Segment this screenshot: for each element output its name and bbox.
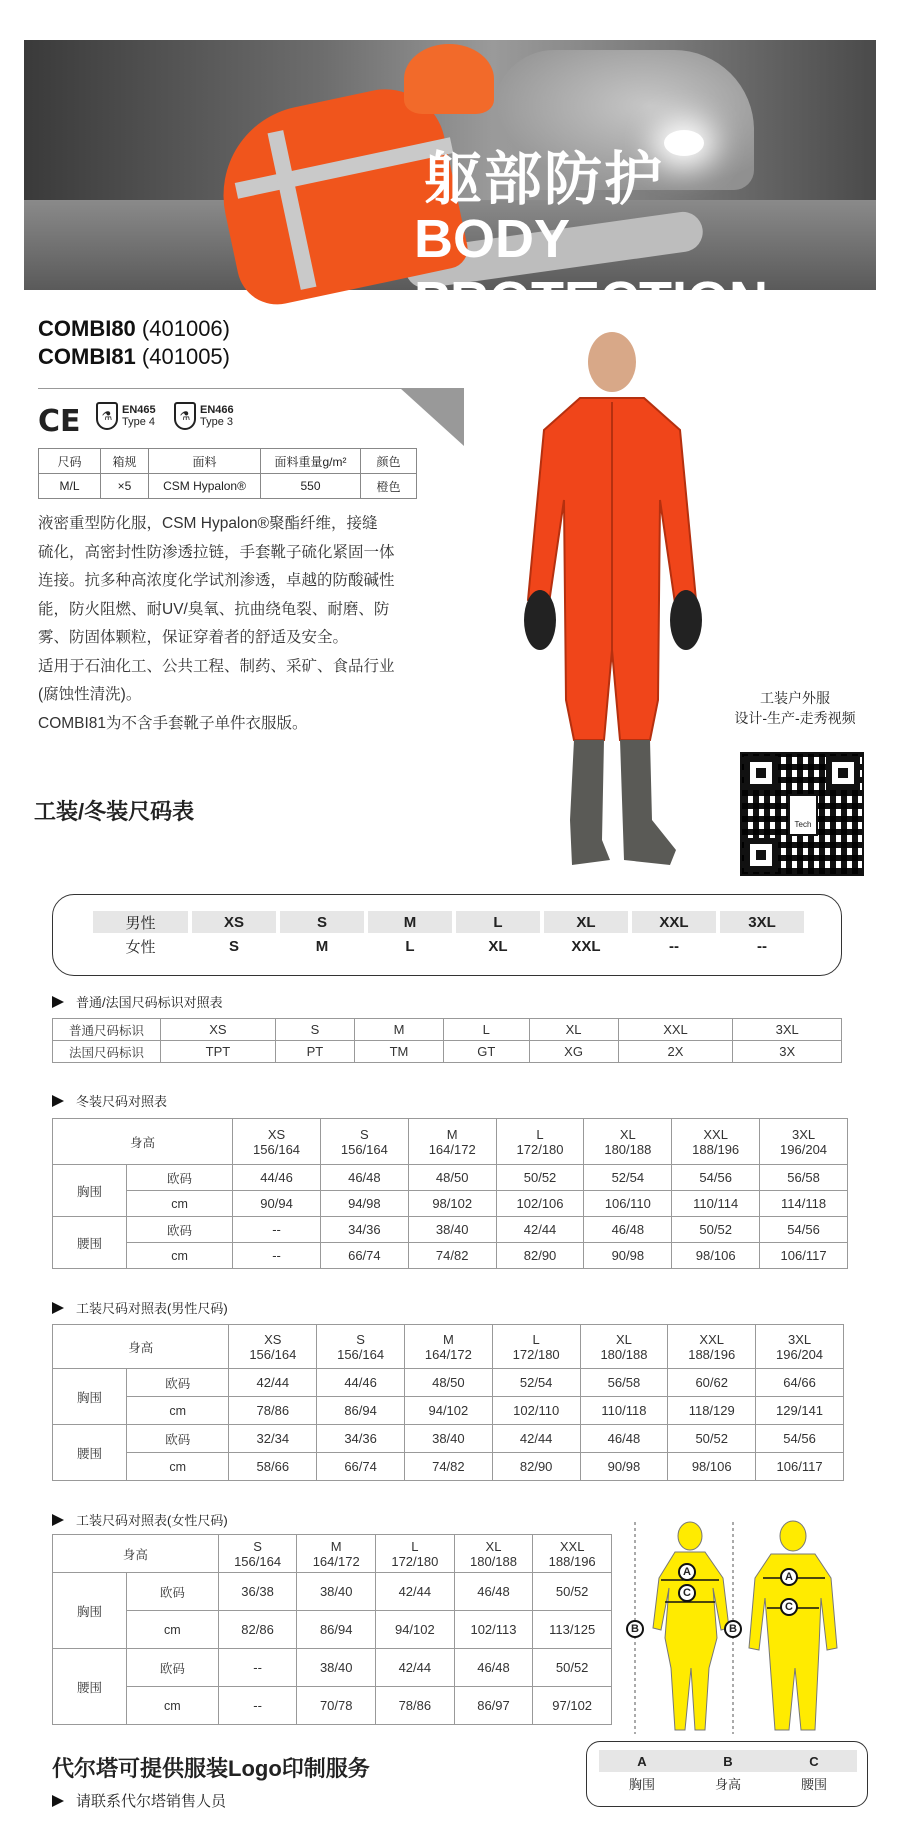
marker-a-icon: A [678, 1563, 696, 1581]
gender-label: 女性 [125, 938, 156, 956]
logo-service-title: 代尔塔可提供服装Logo印制服务 [52, 1756, 370, 1781]
table-cell: 3XL [733, 1019, 842, 1041]
size-cell: S [280, 911, 364, 933]
table-cell: 110/114 [672, 1191, 760, 1217]
size-header [756, 1325, 844, 1369]
size-header [454, 1535, 533, 1573]
table-cell: 113/125 [533, 1611, 612, 1649]
waist-label: 腰围 [53, 1649, 127, 1725]
table-cell: 2X [618, 1041, 733, 1063]
table-cell: TM [355, 1041, 444, 1063]
size-height: 156/164 [234, 1553, 282, 1569]
spec-header: 面料 [149, 449, 261, 474]
waist-label: 腰围 [53, 1425, 127, 1481]
size-name: M [442, 1331, 454, 1347]
table-cell: 110/118 [580, 1397, 668, 1425]
ce-mark-icon: CE [38, 404, 81, 439]
table-cell: 98/102 [408, 1191, 496, 1217]
marker-c-icon: C [678, 1584, 696, 1602]
size-header [297, 1535, 376, 1573]
corner-triangle [400, 388, 464, 446]
size-header [668, 1325, 756, 1369]
table-cell: 66/74 [317, 1453, 405, 1481]
glove-right [670, 590, 702, 650]
arrow-icon [52, 995, 66, 1009]
table-cell: TPT [161, 1041, 276, 1063]
spec-header: 箱规 [101, 449, 149, 474]
female-figure-head [678, 1522, 702, 1550]
banner-title-en: BODY PROTECTION [414, 209, 769, 331]
table-cell: 98/106 [672, 1243, 760, 1269]
size-height: 164/172 [312, 1553, 360, 1569]
section-heading [52, 992, 223, 1011]
size-cell: L [405, 937, 415, 955]
qr-caption [720, 688, 870, 728]
table-cell: 52/54 [492, 1369, 580, 1397]
size-cell: XL [488, 937, 508, 955]
spec-value: 橙色 [361, 474, 417, 499]
table-cell: -- [233, 1217, 321, 1243]
size-height: 156/164 [249, 1346, 297, 1362]
table-cell: 74/82 [408, 1243, 496, 1269]
table-cell: 106/110 [584, 1191, 672, 1217]
table-cell: 60/62 [668, 1369, 756, 1397]
table-cell: 94/102 [376, 1611, 455, 1649]
size-header [218, 1535, 297, 1573]
table-cell: 54/56 [672, 1165, 760, 1191]
table-cell: 3X [733, 1041, 842, 1063]
size-name: M [446, 1126, 458, 1142]
size-height: 172/180 [512, 1346, 560, 1362]
male-figure-head [780, 1521, 806, 1551]
size-name: L [411, 1538, 419, 1554]
arrow-icon [52, 1513, 66, 1527]
table-cell: L [443, 1019, 529, 1041]
table-cell: -- [233, 1243, 321, 1269]
size-name: 3XL [791, 1126, 816, 1142]
model-line-2 [38, 344, 230, 370]
gender-label: 男性 [93, 911, 188, 933]
marker-b-icon: B [724, 1620, 742, 1638]
spec-header: 颜色 [361, 449, 417, 474]
qr-finder [744, 838, 778, 872]
gender-row-female [93, 935, 808, 957]
table-cell: 42/44 [492, 1425, 580, 1453]
fr-size-table [52, 1018, 842, 1063]
table-cell: 70/78 [297, 1687, 376, 1725]
gender-size-box [52, 894, 842, 976]
protective-suit-image [500, 320, 720, 890]
table-cell: 86/94 [297, 1611, 376, 1649]
table-cell: 50/52 [533, 1573, 612, 1611]
table-cell: 56/58 [580, 1369, 668, 1397]
size-header [233, 1119, 321, 1165]
spec-header: 面料重量g/m² [261, 449, 361, 474]
table-cell: 86/97 [454, 1687, 533, 1725]
model-code: (401005) [141, 344, 230, 369]
table-cell: 90/94 [233, 1191, 321, 1217]
cert-standard: EN466 [200, 404, 234, 416]
table-cell: 32/34 [229, 1425, 317, 1453]
size-cell: M [368, 911, 452, 933]
model-name: COMBI81 [38, 344, 136, 369]
gender-row-male [93, 911, 808, 933]
winter-size-table [52, 1118, 848, 1269]
size-header [408, 1119, 496, 1165]
table-cell: 50/52 [672, 1217, 760, 1243]
legend-letter: B [685, 1750, 771, 1772]
table-cell: GT [443, 1041, 529, 1063]
female-size-table [52, 1534, 612, 1725]
height-label: 身高 [53, 1119, 233, 1165]
table-cell: 94/98 [320, 1191, 408, 1217]
table-cell: 74/82 [404, 1453, 492, 1481]
size-name: XS [264, 1331, 282, 1347]
arrow-icon [52, 1301, 66, 1315]
arrow-icon [52, 1794, 66, 1808]
section-heading [52, 1510, 228, 1529]
section-title: 工装尺码对照表(女性尺码) [76, 1513, 228, 1528]
size-cell: L [456, 911, 540, 933]
height-label: 身高 [53, 1325, 229, 1369]
description-line: (腐蚀性清洗)。 [38, 686, 142, 703]
unit-label: 欧码 [127, 1425, 229, 1453]
model-head [588, 332, 636, 392]
table-cell: 36/38 [218, 1573, 297, 1611]
size-height: 172/180 [516, 1141, 564, 1157]
qr-caption-line: 设计-生产-走秀视频 [734, 710, 856, 726]
body-measurement-figures [625, 1518, 870, 1740]
table-cell: 82/90 [492, 1453, 580, 1481]
model-line-1 [38, 316, 230, 342]
size-header [317, 1325, 405, 1369]
description-line: COMBI81为不含手套靴子单件衣服版。 [38, 714, 308, 732]
product-description [38, 510, 418, 738]
description-line: 液密重型防化服，CSM Hypalon®聚酯纤维，接缝 [38, 515, 378, 532]
table-cell: 38/40 [297, 1573, 376, 1611]
table-cell: 46/48 [320, 1165, 408, 1191]
size-name: S [356, 1331, 365, 1347]
unit-label: cm [127, 1243, 233, 1269]
unit-label: 欧码 [127, 1369, 229, 1397]
row-label: 普通尺码标识 [53, 1019, 161, 1041]
section-title: 冬装尺码对照表 [76, 1094, 168, 1109]
size-name: XL [615, 1331, 632, 1347]
table-cell: 98/106 [668, 1453, 756, 1481]
size-name: XXL [559, 1538, 585, 1554]
shield-icon: ⚗ [96, 402, 118, 430]
size-height: 180/188 [600, 1346, 648, 1362]
legend-name: 胸围 [628, 1776, 655, 1792]
table-cell: 102/106 [496, 1191, 584, 1217]
legend-letter: C [771, 1750, 857, 1772]
model-code: (401006) [141, 316, 230, 341]
size-header [580, 1325, 668, 1369]
banner-title-cn: 躯部防护 [424, 145, 665, 213]
table-cell: M [355, 1019, 444, 1041]
size-name: XXL [699, 1331, 724, 1347]
table-cell: 42/44 [376, 1573, 455, 1611]
legend-name: 腰围 [800, 1776, 827, 1792]
unit-label: 欧码 [127, 1649, 219, 1687]
cert-type: Type 3 [200, 416, 234, 428]
cert-badge [174, 402, 234, 430]
size-height: 196/204 [780, 1141, 828, 1157]
table-cell: XG [529, 1041, 618, 1063]
spec-table [38, 448, 417, 499]
chest-label: 胸围 [53, 1573, 127, 1649]
section-heading [52, 1091, 167, 1110]
table-cell: 48/50 [408, 1165, 496, 1191]
table-cell: 38/40 [297, 1649, 376, 1687]
size-name: L [536, 1126, 544, 1142]
size-name: 3XL [787, 1331, 812, 1347]
model-name: COMBI80 [38, 316, 136, 341]
size-header [492, 1325, 580, 1369]
table-cell: 46/48 [580, 1425, 668, 1453]
table-cell: 42/44 [496, 1217, 584, 1243]
unit-label: 欧码 [127, 1165, 233, 1191]
size-header [376, 1535, 455, 1573]
section-title: 普通/法国尺码标识对照表 [76, 995, 223, 1010]
cert-standard: EN465 [122, 404, 156, 416]
car-headlight [664, 130, 704, 156]
table-cell: 50/52 [668, 1425, 756, 1453]
unit-label: cm [127, 1453, 229, 1481]
unit-label: 欧码 [127, 1217, 233, 1243]
table-cell: 64/66 [756, 1369, 844, 1397]
spec-header: 尺码 [39, 449, 101, 474]
size-header [760, 1119, 848, 1165]
table-cell: XL [529, 1019, 618, 1041]
size-height: 156/164 [253, 1141, 301, 1157]
size-height: 156/164 [340, 1141, 388, 1157]
size-height: 164/172 [428, 1141, 476, 1157]
size-name: XS [267, 1126, 286, 1142]
description-line: 连接。抗多种高浓度化学试剂渗透，卓越的防酸碱性 [38, 572, 395, 589]
size-name: S [253, 1538, 262, 1554]
table-cell: 56/58 [760, 1165, 848, 1191]
glove-left [524, 590, 556, 650]
size-header [404, 1325, 492, 1369]
chest-label: 胸围 [53, 1369, 127, 1425]
table-cell: 82/90 [496, 1243, 584, 1269]
cert-badge [96, 402, 156, 430]
qr-caption-line: 工装户外服 [760, 690, 830, 706]
description-line: 适用于石油化工、公共工程、制药、采矿、食品行业 [38, 657, 395, 675]
size-header [533, 1535, 612, 1573]
spec-value: ×5 [101, 474, 149, 499]
spec-value: CSM Hypalon® [149, 474, 261, 499]
table-cell: S [275, 1019, 354, 1041]
description-line: 硫化，高密封性防渗透拉链，手套靴子硫化紧固一体 [38, 543, 395, 561]
size-cell: M [315, 937, 329, 955]
legend-letter: A [599, 1750, 685, 1772]
unit-label: cm [127, 1397, 229, 1425]
size-header [672, 1119, 760, 1165]
table-cell: 44/46 [317, 1369, 405, 1397]
table-cell: 97/102 [533, 1687, 612, 1725]
size-height: 156/164 [337, 1346, 385, 1362]
table-cell: 42/44 [229, 1369, 317, 1397]
qr-finder [744, 756, 778, 790]
table-cell: -- [218, 1687, 297, 1725]
spec-value: 550 [261, 474, 361, 499]
size-header [584, 1119, 672, 1165]
table-cell: 90/98 [584, 1243, 672, 1269]
table-cell: XXL [618, 1019, 733, 1041]
table-cell: 86/94 [317, 1397, 405, 1425]
table-cell: 78/86 [229, 1397, 317, 1425]
table-cell: 42/44 [376, 1649, 455, 1687]
table-cell: 34/36 [317, 1425, 405, 1453]
table-cell: 78/86 [376, 1687, 455, 1725]
size-header [496, 1119, 584, 1165]
helmet-shape [404, 44, 494, 114]
table-cell: 44/46 [233, 1165, 321, 1191]
marker-b-icon: B [626, 1620, 644, 1638]
table-cell: 46/48 [584, 1217, 672, 1243]
size-cell: XL [544, 911, 628, 933]
table-cell: 34/36 [320, 1217, 408, 1243]
arrow-icon [52, 1094, 66, 1108]
size-height: 188/196 [548, 1553, 596, 1569]
size-height: 164/172 [424, 1346, 472, 1362]
table-cell: 46/48 [454, 1649, 533, 1687]
cert-type: Type 4 [122, 416, 156, 428]
table-cell: 102/113 [454, 1611, 533, 1649]
table-cell: 90/98 [580, 1453, 668, 1481]
size-height: 172/180 [391, 1553, 439, 1569]
size-chart-title: 工装/冬装尺码表 [34, 799, 195, 824]
section-title: 工装尺码对照表(男性尺码) [76, 1301, 228, 1316]
size-cell: XXL [571, 937, 601, 955]
boot-right [620, 740, 676, 865]
size-cell: 3XL [720, 911, 804, 933]
marker-c-icon: C [780, 1598, 798, 1616]
table-cell: 54/56 [756, 1425, 844, 1453]
shield-icon: ⚗ [174, 402, 196, 430]
spec-value: M/L [39, 474, 101, 499]
size-name: M [330, 1538, 342, 1554]
size-height: 188/196 [688, 1346, 736, 1362]
contact-text: 请联系代尔塔销售人员 [76, 1793, 227, 1810]
waist-label: 腰围 [53, 1217, 127, 1269]
measurement-legend [586, 1741, 868, 1807]
contact-line [52, 1790, 226, 1811]
size-cell: S [228, 937, 239, 955]
size-height: 180/188 [604, 1141, 652, 1157]
table-cell: 102/110 [492, 1397, 580, 1425]
unit-label: cm [127, 1687, 219, 1725]
size-name: XL [485, 1538, 502, 1554]
marker-a-icon: A [780, 1568, 798, 1586]
table-cell: 94/102 [404, 1397, 492, 1425]
table-cell: 50/52 [496, 1165, 584, 1191]
boot-left [570, 740, 610, 865]
table-cell: 82/86 [218, 1611, 297, 1649]
description-line: 雾、防固体颗粒，保证穿着者的舒适及安全。 [38, 629, 349, 646]
table-cell: 48/50 [404, 1369, 492, 1397]
table-cell: XS [161, 1019, 276, 1041]
qr-logo: Tech [788, 794, 818, 836]
height-label: 身高 [53, 1535, 219, 1573]
size-height: 188/196 [692, 1141, 740, 1157]
table-cell: PT [275, 1041, 354, 1063]
description-line: 能，防火阻燃、耐UV/臭氧、抗曲绕龟裂、耐磨、防 [38, 600, 390, 618]
table-cell: 50/52 [533, 1649, 612, 1687]
size-cell: -- [669, 937, 679, 955]
unit-label: cm [127, 1611, 219, 1649]
table-cell: -- [218, 1649, 297, 1687]
table-cell: 118/129 [668, 1397, 756, 1425]
size-cell: -- [757, 937, 767, 955]
male-size-table [52, 1324, 844, 1481]
table-cell: 58/66 [229, 1453, 317, 1481]
size-cell: XXL [632, 911, 716, 933]
size-height: 180/188 [469, 1553, 517, 1569]
table-cell: 46/48 [454, 1573, 533, 1611]
size-name: XXL [703, 1126, 728, 1142]
qr-code[interactable] [740, 752, 864, 876]
size-height: 196/204 [776, 1346, 824, 1362]
table-cell: 114/118 [760, 1191, 848, 1217]
size-name: L [532, 1331, 540, 1347]
table-cell: 66/74 [320, 1243, 408, 1269]
table-cell: 54/56 [760, 1217, 848, 1243]
table-cell: 52/54 [584, 1165, 672, 1191]
unit-label: 欧码 [127, 1573, 219, 1611]
table-cell: 106/117 [756, 1453, 844, 1481]
size-header [229, 1325, 317, 1369]
table-cell: 38/40 [404, 1425, 492, 1453]
row-label: 法国尺码标识 [53, 1041, 161, 1063]
size-cell: XS [192, 911, 276, 933]
section-heading [52, 1298, 228, 1317]
table-cell: 106/117 [760, 1243, 848, 1269]
qr-finder [826, 756, 860, 790]
unit-label: cm [127, 1191, 233, 1217]
legend-name: 身高 [714, 1776, 741, 1792]
size-name: S [360, 1126, 369, 1142]
chest-label: 胸围 [53, 1165, 127, 1217]
size-header [320, 1119, 408, 1165]
size-name: XL [619, 1126, 636, 1142]
table-cell: 38/40 [408, 1217, 496, 1243]
table-cell: 129/141 [756, 1397, 844, 1425]
